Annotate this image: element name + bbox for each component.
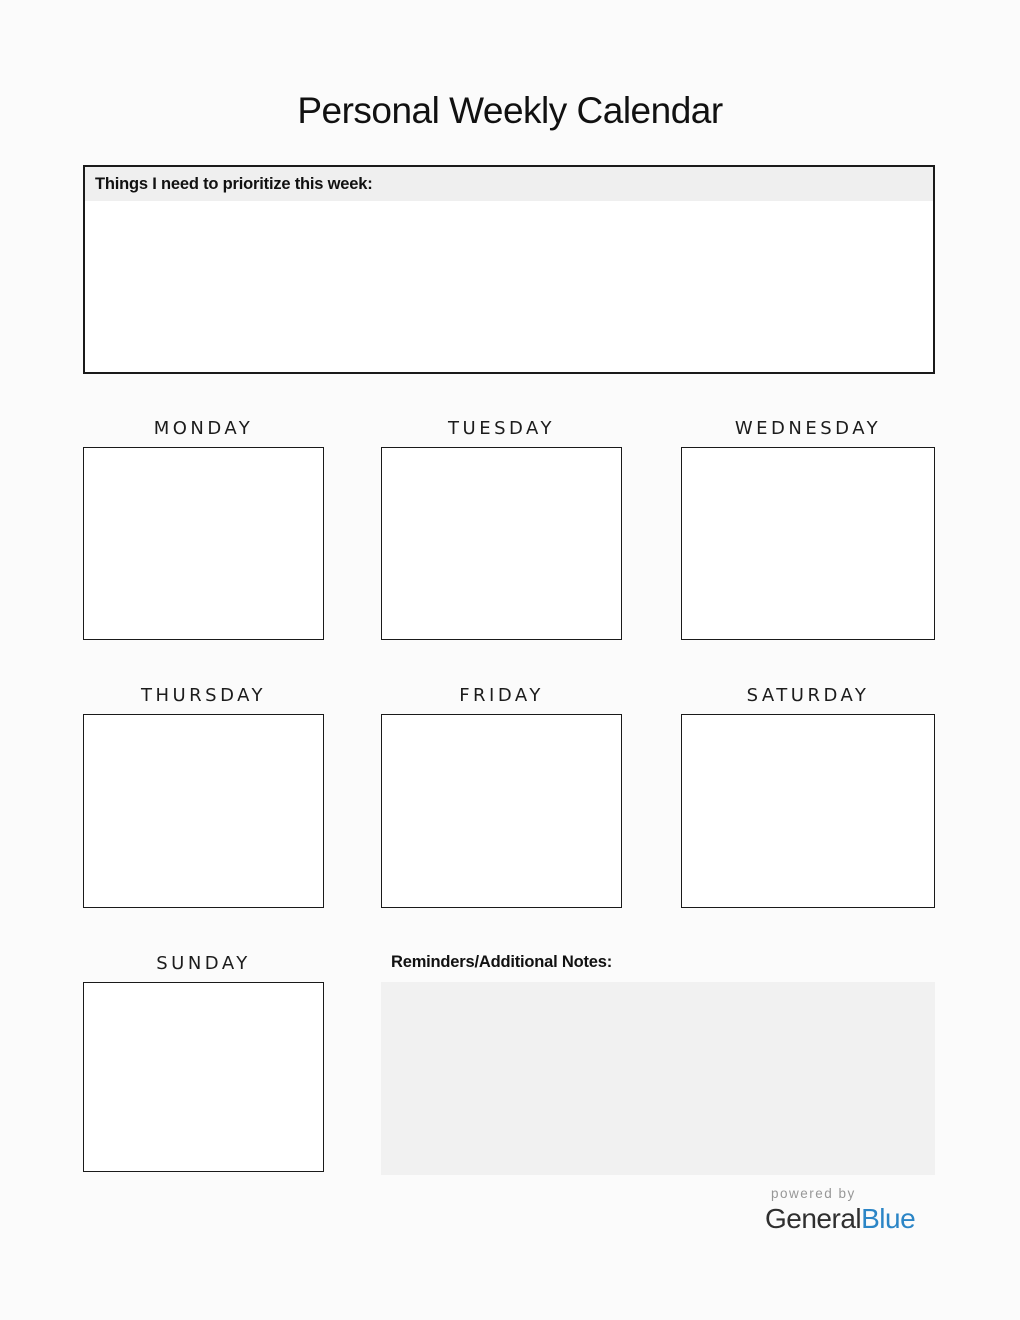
priorities-header-label: Things I need to prioritize this week: (85, 167, 933, 201)
brand-general-text: General (765, 1203, 862, 1234)
generalblue-logo (765, 1186, 935, 1235)
day-label-friday: FRIDAY (459, 685, 544, 706)
day-label-thursday: THURSDAY (140, 685, 267, 706)
day-label-tuesday: TUESDAY (448, 418, 555, 439)
day-box-thursday[interactable] (83, 714, 324, 908)
powered-by-text: powered by (771, 1186, 856, 1201)
priorities-input-area[interactable] (85, 201, 933, 372)
day-label-sunday: SUNDAY (156, 953, 251, 974)
notes-label: Reminders/Additional Notes: (391, 953, 613, 971)
day-box-wednesday[interactable] (681, 447, 935, 640)
notes-input-area[interactable] (381, 982, 935, 1175)
brand-blue-text: Blue (861, 1203, 916, 1234)
day-label-saturday: SATURDAY (746, 685, 870, 706)
page-title: Personal Weekly Calendar (297, 90, 723, 131)
day-box-friday[interactable] (381, 714, 622, 908)
priorities-box (83, 165, 935, 374)
day-box-tuesday[interactable] (381, 447, 622, 640)
day-box-monday[interactable] (83, 447, 324, 640)
day-label-wednesday: WEDNESDAY (734, 418, 882, 439)
day-box-saturday[interactable] (681, 714, 935, 908)
day-box-sunday[interactable] (83, 982, 324, 1172)
day-label-monday: MONDAY (153, 418, 254, 439)
brand-wordmark (765, 1203, 935, 1235)
